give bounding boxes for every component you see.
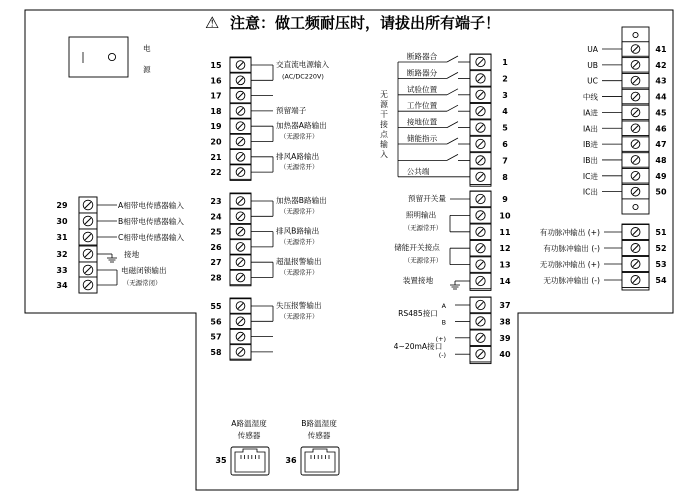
rj45-port-35 bbox=[231, 447, 269, 475]
terminal-sub-33: （无源常闭） bbox=[123, 279, 162, 287]
terminal-32 bbox=[79, 246, 97, 262]
terminal-31 bbox=[79, 229, 97, 245]
terminal-number-26: 26 bbox=[210, 242, 222, 252]
terminal-label-14: 装置接地 bbox=[402, 276, 434, 285]
terminal-number-53: 53 bbox=[655, 260, 667, 269]
terminal-number-48: 48 bbox=[655, 155, 667, 165]
terminal-48 bbox=[622, 153, 649, 168]
terminal-number-54: 54 bbox=[655, 276, 667, 285]
terminal-number-50: 50 bbox=[655, 187, 667, 197]
terminal-number-49: 49 bbox=[655, 171, 667, 181]
terminal-49 bbox=[622, 169, 649, 184]
terminal-3 bbox=[470, 87, 491, 103]
rj45-ports bbox=[215, 418, 339, 475]
terminal-label-38: B bbox=[441, 318, 446, 327]
terminal-number-39: 39 bbox=[499, 333, 511, 343]
terminal-number-30: 30 bbox=[56, 217, 68, 226]
terminal-number-51: 51 bbox=[655, 228, 667, 237]
terminal-number-6: 6 bbox=[502, 140, 508, 149]
terminal-12 bbox=[470, 240, 491, 256]
terminal-number-21: 21 bbox=[210, 152, 222, 162]
terminal-21 bbox=[230, 150, 251, 165]
terminal-number-23: 23 bbox=[210, 197, 222, 206]
rs485-label: RS485接口 bbox=[398, 309, 438, 319]
terminal-46 bbox=[622, 121, 649, 136]
terminal-2 bbox=[470, 71, 491, 87]
passive-input-label-3: 接 bbox=[380, 120, 388, 129]
terminal-number-31: 31 bbox=[56, 233, 68, 242]
terminal-43 bbox=[622, 73, 649, 88]
terminal-20 bbox=[230, 134, 251, 149]
terminal-15 bbox=[230, 58, 251, 73]
terminal-label-43: UC bbox=[587, 76, 598, 86]
terminal-number-43: 43 bbox=[655, 76, 667, 86]
terminal-label-50: IC出 bbox=[582, 187, 598, 197]
terminal-number-42: 42 bbox=[655, 60, 667, 70]
terminal-number-58: 58 bbox=[210, 347, 222, 357]
passive-input-label-1: 源 bbox=[380, 100, 388, 109]
terminal-number-29: 29 bbox=[56, 201, 68, 210]
switch-5 bbox=[447, 122, 458, 128]
switch-7 bbox=[447, 154, 458, 160]
ground-icon bbox=[450, 281, 460, 289]
terminal-53 bbox=[622, 257, 649, 272]
terminal-39 bbox=[470, 330, 491, 346]
terminal-number-57: 57 bbox=[210, 332, 222, 342]
terminal-sub-25: （无源常开） bbox=[280, 237, 319, 246]
terminal-sub-27: （无源常开） bbox=[280, 268, 319, 277]
terminal-number-14: 14 bbox=[499, 277, 511, 286]
terminal-number-46: 46 bbox=[655, 124, 667, 134]
terminal-label-33: 电磁闭锁输出 bbox=[121, 266, 167, 275]
warning-text: 注意：做工频耐压时，请拔出所有端子！ bbox=[230, 14, 501, 32]
terminal-number-15: 15 bbox=[210, 61, 222, 70]
terminal-30 bbox=[79, 213, 97, 229]
terminal-label-39: (+) bbox=[435, 334, 446, 343]
terminal-label-30: B相带电传感器输入 bbox=[118, 217, 184, 226]
terminal-23 bbox=[230, 194, 251, 209]
switch-2 bbox=[447, 72, 458, 78]
terminal-sub-19: （无源常开） bbox=[280, 132, 319, 141]
terminal-number-25: 25 bbox=[210, 227, 222, 237]
terminal-number-4: 4 bbox=[502, 107, 508, 117]
terminal-sub-21: （无源常开） bbox=[280, 163, 319, 172]
terminal-51 bbox=[622, 225, 649, 240]
terminal-4 bbox=[470, 103, 491, 119]
terminal-number-18: 18 bbox=[210, 106, 222, 116]
terminal-number-27: 27 bbox=[210, 258, 222, 268]
terminal-56 bbox=[230, 314, 251, 329]
terminal-number-1: 1 bbox=[502, 58, 508, 67]
switch-4 bbox=[447, 105, 458, 111]
terminal-number-37: 37 bbox=[499, 301, 511, 310]
terminal-label-27: 超温报警输出 bbox=[276, 257, 322, 267]
passive-input-label-4: 点 bbox=[380, 130, 388, 139]
terminal-label-6: 储能指示 bbox=[406, 134, 438, 143]
terminal-number-35: 35 bbox=[215, 456, 227, 465]
terminal-50 bbox=[622, 184, 649, 199]
terminal-number-3: 3 bbox=[502, 90, 508, 100]
terminal-57 bbox=[230, 329, 251, 344]
terminal-number-55: 55 bbox=[210, 302, 222, 311]
terminal-label-49: IC进 bbox=[582, 171, 598, 181]
terminal-sub-12: （无源常开） bbox=[403, 256, 443, 265]
power-label-bottom: 源 bbox=[143, 65, 151, 74]
terminal-sub-15: (AC/DC220V) bbox=[282, 72, 324, 81]
terminal-11 bbox=[470, 224, 491, 240]
terminal-label-46: IA出 bbox=[582, 124, 598, 134]
terminal-number-44: 44 bbox=[655, 92, 667, 102]
rj-port-sublabel-36: 传感器 bbox=[307, 431, 331, 440]
power-switch-body bbox=[69, 37, 128, 77]
terminal-10 bbox=[470, 208, 491, 224]
ground-icon bbox=[107, 254, 117, 262]
terminal-1 bbox=[470, 54, 491, 70]
terminal-58 bbox=[230, 345, 251, 360]
terminal-number-2: 2 bbox=[502, 74, 508, 84]
mount-hole-icon bbox=[633, 32, 638, 37]
terminal-34 bbox=[79, 277, 97, 293]
terminal-label-44: 中线 bbox=[582, 92, 598, 102]
terminal-45 bbox=[622, 105, 649, 120]
terminal-label-54: 无功脉冲输出 (-) bbox=[543, 276, 600, 285]
terminal-27 bbox=[230, 255, 251, 270]
terminal-number-40: 40 bbox=[499, 350, 511, 360]
terminal-sub-55: （无源常开） bbox=[280, 312, 319, 321]
terminal-label-45: IA进 bbox=[582, 108, 598, 118]
terminal-24 bbox=[230, 209, 251, 224]
terminal-44 bbox=[622, 89, 649, 104]
terminal-label-21: 排风A路输出 bbox=[276, 151, 320, 161]
terminal-number-7: 7 bbox=[502, 156, 508, 166]
terminal-label-37: A bbox=[441, 302, 446, 310]
terminal-47 bbox=[622, 137, 649, 152]
terminal-number-8: 8 bbox=[502, 172, 508, 182]
left-terminal-block bbox=[56, 197, 184, 293]
terminal-label-52: 有功脉冲输出 (-) bbox=[543, 244, 600, 253]
warning-banner bbox=[205, 13, 500, 33]
switch-3 bbox=[447, 89, 458, 95]
terminal-number-5: 5 bbox=[502, 123, 508, 133]
terminal-9 bbox=[470, 191, 491, 207]
terminal-number-52: 52 bbox=[655, 244, 667, 253]
switch-1 bbox=[447, 56, 458, 62]
terminal-label-8: 公共端 bbox=[406, 166, 430, 176]
terminal-16 bbox=[230, 73, 251, 88]
terminal-6 bbox=[470, 136, 491, 152]
terminal-number-13: 13 bbox=[499, 260, 511, 270]
terminal-26 bbox=[230, 240, 251, 255]
terminal-number-34: 34 bbox=[56, 281, 68, 290]
terminal-28 bbox=[230, 270, 251, 285]
terminal-number-20: 20 bbox=[210, 137, 222, 147]
terminal-25 bbox=[230, 224, 251, 239]
terminal-29 bbox=[79, 197, 97, 213]
passive-input-label-5: 输 bbox=[380, 140, 388, 149]
terminal-label-9: 预留开关量 bbox=[408, 194, 446, 203]
center-left-terminal-block bbox=[210, 57, 329, 360]
terminal-38 bbox=[470, 314, 491, 330]
terminal-label-2: 断路器分 bbox=[406, 68, 438, 78]
terminal-19 bbox=[230, 119, 251, 134]
terminal-42 bbox=[622, 58, 649, 73]
terminal-7 bbox=[470, 153, 491, 169]
rj45-port-36 bbox=[301, 447, 339, 475]
terminal-sub-23: （无源常开） bbox=[280, 207, 319, 216]
terminal-sub-10: （无源常开） bbox=[403, 223, 443, 232]
terminal-41 bbox=[622, 42, 649, 57]
rj-port-sublabel-35: 传感器 bbox=[237, 431, 261, 440]
terminal-37 bbox=[470, 297, 491, 313]
ma-interface-label: 4~20mA接口 bbox=[393, 342, 443, 351]
terminal-17 bbox=[230, 88, 251, 103]
terminal-number-45: 45 bbox=[655, 108, 667, 118]
terminal-54 bbox=[622, 273, 649, 288]
terminal-number-24: 24 bbox=[210, 212, 222, 222]
terminal-label-42: UB bbox=[587, 60, 598, 70]
terminal-number-36: 36 bbox=[285, 456, 297, 465]
terminal-label-1: 断路器合 bbox=[406, 52, 438, 61]
terminal-number-56: 56 bbox=[210, 317, 222, 327]
terminal-label-25: 排风B路输出 bbox=[276, 226, 320, 236]
terminal-5 bbox=[470, 120, 491, 136]
terminal-number-38: 38 bbox=[499, 317, 511, 327]
terminal-label-31: C相带电传感器输入 bbox=[118, 233, 185, 242]
terminal-label-4: 工作位置 bbox=[406, 101, 438, 111]
terminal-number-11: 11 bbox=[499, 227, 511, 237]
terminal-number-33: 33 bbox=[56, 266, 68, 275]
terminal-18 bbox=[230, 104, 251, 119]
terminal-number-9: 9 bbox=[502, 195, 508, 204]
switch-6 bbox=[447, 138, 458, 144]
terminal-label-15: 交直流电源输入 bbox=[276, 60, 330, 69]
terminal-label-51: 有功脉冲输出 (+) bbox=[539, 228, 600, 237]
terminal-label-19: 加热器A路输出 bbox=[276, 121, 327, 131]
terminal-label-53: 无功脉冲输出 (+) bbox=[539, 260, 600, 269]
terminal-55 bbox=[230, 299, 251, 314]
terminal-number-47: 47 bbox=[655, 140, 667, 150]
power-label-top: 电 bbox=[143, 44, 151, 53]
terminal-label-40: (-) bbox=[438, 351, 446, 360]
rj-port-label-36: B路温湿度 bbox=[301, 419, 337, 428]
terminal-label-47: IB进 bbox=[582, 140, 598, 150]
rj-port-label-35: A路温湿度 bbox=[231, 419, 267, 428]
terminal-label-5: 接地位置 bbox=[406, 117, 438, 127]
terminal-number-41: 41 bbox=[655, 45, 667, 54]
terminal-number-17: 17 bbox=[210, 91, 222, 101]
terminal-8 bbox=[470, 169, 491, 185]
terminal-number-10: 10 bbox=[499, 211, 511, 221]
terminal-label-23: 加热器B路输出 bbox=[276, 196, 327, 205]
terminal-14 bbox=[470, 273, 491, 289]
terminal-label-55: 失压报警输出 bbox=[276, 301, 322, 310]
terminal-label-18: 预留端子 bbox=[276, 105, 307, 115]
terminal-33 bbox=[79, 262, 97, 278]
terminal-label-32: 接地 bbox=[124, 250, 140, 259]
terminal-52 bbox=[622, 241, 649, 256]
warning-triangle-icon: ⚠ bbox=[205, 13, 220, 32]
right-terminal-block bbox=[540, 27, 667, 290]
terminal-number-22: 22 bbox=[210, 168, 222, 178]
passive-input-label-0: 无 bbox=[380, 90, 388, 99]
terminal-label-41: UA bbox=[587, 45, 598, 54]
terminal-13 bbox=[470, 257, 491, 273]
terminal-40 bbox=[470, 346, 491, 362]
terminal-22 bbox=[230, 165, 251, 180]
mount-hole-icon bbox=[633, 204, 638, 209]
center-right-terminal-block bbox=[380, 51, 511, 364]
terminal-number-28: 28 bbox=[210, 273, 222, 283]
passive-input-label-2: 干 bbox=[380, 110, 388, 119]
terminal-number-32: 32 bbox=[56, 250, 68, 259]
terminal-label-3: 试验位置 bbox=[406, 84, 438, 94]
terminal-label-12: 储能开关接点 bbox=[394, 243, 440, 253]
terminal-label-48: IB出 bbox=[582, 155, 598, 165]
terminal-label-29: A相带电传感器输入 bbox=[118, 201, 184, 210]
power-off-mark bbox=[108, 53, 115, 60]
power-switch bbox=[69, 37, 151, 77]
terminal-number-19: 19 bbox=[210, 122, 222, 132]
terminal-number-12: 12 bbox=[499, 244, 511, 254]
terminal-label-10: 照明输出 bbox=[405, 210, 437, 220]
passive-input-label-6: 入 bbox=[380, 150, 388, 159]
terminal-number-16: 16 bbox=[210, 76, 222, 86]
